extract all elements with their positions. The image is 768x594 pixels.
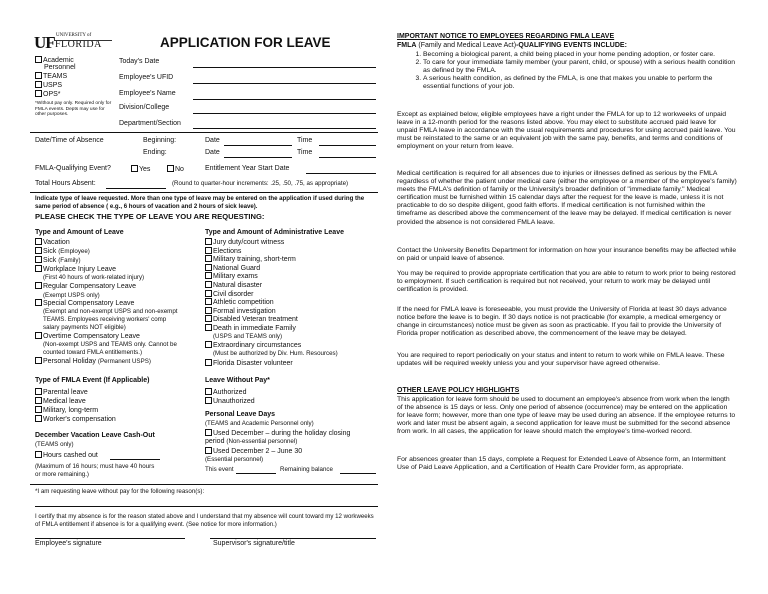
other-heading: OTHER LEAVE POLICY HIGHLIGHTS (397, 387, 520, 394)
cashout-note1: (Maximum of 16 hours; must have 40 hours (35, 463, 155, 470)
status-teams[interactable]: TEAMS (35, 72, 67, 81)
total-hours-line[interactable] (106, 188, 166, 189)
special-comp-item[interactable]: Special Compensatory Leave (35, 299, 134, 308)
admin-item-2[interactable]: Elections (205, 247, 241, 256)
end-date-label: Date (205, 149, 220, 156)
admin-item-4[interactable]: National Guard (205, 264, 260, 273)
ops-note: *Without pay only. Required only for FMLA events. Depts may use for other purposes. (35, 101, 112, 118)
fmla-yes-checkbox[interactable] (131, 165, 138, 172)
round-note: (Round to quarter-hour increments: .25, .50, .75, as appropriate) (172, 180, 349, 187)
entitlement-label: Entitlement Year Start Date (205, 165, 290, 172)
admin-item-10-checkbox[interactable] (205, 315, 212, 322)
admin-item-11-checkbox[interactable] (205, 324, 212, 331)
admin-item-6[interactable]: Natural disaster (205, 281, 262, 290)
department-line[interactable] (193, 128, 376, 129)
notice-p5: If the need for FMLA leave is foreseeable, you must provide the University of Florida at least 30 days advance notice before the leave is to begin. If 30 days notice is not practicable (for example, a medical emergency or change in circumstances) notice must be given as soon as practicable. If you fail to provide the University of Florida proper notification as described above, the commencement of the leave may be delayed. (397, 306, 727, 338)
admin-item-8-checkbox[interactable] (205, 298, 212, 305)
sick-family-item-checkbox[interactable] (35, 256, 42, 263)
employee-signature-line[interactable] (35, 538, 185, 539)
event-item-3: 3. A serious health condition, as defined by the FMLA, is one that makes you unable to perform the essential functions of your job. (423, 75, 737, 91)
fmla-no-checkbox[interactable] (167, 165, 174, 172)
employee-name-line[interactable] (193, 99, 376, 100)
admin-item-11[interactable]: Death in immediate Family (205, 324, 296, 333)
medical-leave-item-checkbox[interactable] (35, 397, 42, 404)
admin-item-1-checkbox[interactable] (205, 238, 212, 245)
remaining-label: Remaining balance (280, 466, 333, 473)
special-note-2: TEAMS. Employees receiving workers' comp (43, 316, 167, 323)
parental-leave-item[interactable]: Parental leave (35, 388, 88, 397)
medical-leave-item[interactable]: Medical leave (35, 397, 86, 406)
admin-item-2-checkbox[interactable] (205, 247, 212, 254)
wop-heading: Leave Without Pay* (205, 377, 270, 384)
status-ops[interactable]: OPS* (35, 90, 61, 99)
status-personnel-label: Personnel (44, 64, 76, 71)
certify-text: I certify that my absence is for the reason stated above and I understand that my absence will count toward my 12 workweeks of FMLA entitlement if absence is for a qualifying event. (See notice for more information.) (35, 513, 374, 528)
todays-date-line[interactable] (193, 67, 376, 68)
absence-label: Date/Time of Absence (35, 137, 104, 144)
personal-holiday-item-checkbox[interactable] (35, 357, 42, 364)
admin-item-3-checkbox[interactable] (205, 255, 212, 262)
used-december-2[interactable]: Used December 2 – June 30 (205, 447, 302, 456)
workers-comp-item[interactable]: Worker's compensation (35, 415, 116, 424)
workers-comp-item-checkbox[interactable] (35, 415, 42, 422)
this-event-line[interactable] (236, 473, 276, 474)
end-time-label: Time (297, 149, 313, 156)
begin-time-line[interactable] (319, 145, 376, 146)
notice-p1: Except as explained below, eligible employees have a right under the FMLA for up to 12 workweeks of unpaid leave in a 12-month period for the reasons listed above. You may elect to substitute accrued paid leave for unpaid FMLA leave in accordance with the usual requirements and procedures for using accrued paid leave. You must be reinstated to the same or an equivalent job with the same pay, benefits, and terms and conditions of employment on your return from leave. (397, 111, 736, 151)
event-item-1: 1. Becoming a biological parent, a child being placed in your home pending adoption, or foster care. (423, 51, 737, 59)
end-time-line[interactable] (319, 157, 376, 158)
logo-florida: FLORIDA (55, 39, 102, 50)
logo-university-of: UNIVERSITY of (56, 33, 92, 38)
begin-time-label: Time (297, 137, 313, 144)
extraordinary-note: (Must be authorized by Div. Hum. Resources) (213, 350, 338, 357)
sick-family-item[interactable]: Sick (Family) (35, 256, 81, 265)
florida-volunteer-item[interactable]: Florida Disaster volunteer (205, 359, 293, 368)
wop-reason-line[interactable] (35, 506, 378, 507)
period-label: period (Non-essential personnel) (205, 438, 298, 445)
personal-leave-heading: Personal Leave Days (205, 411, 276, 418)
cashout-sub: (TEAMS only) (35, 441, 74, 448)
special-note-1: (Exempt and non-exempt USPS and non-exempt (43, 308, 178, 315)
overtime-note-2: counted toward FMLA entitlements.) (43, 349, 143, 356)
admin-item-3[interactable]: Military training, short-term (205, 255, 296, 264)
overtime-note-1: (Non-exempt USPS and TEAMS only. Cannot be (43, 341, 177, 348)
workplace-injury-item-checkbox[interactable] (35, 265, 42, 272)
military-long-item-checkbox[interactable] (35, 406, 42, 413)
ending-label: Ending: (143, 149, 167, 156)
notice-p4: You may be required to provide appropriate certification that you are able to return to work prior to being restored to employment. If such certification is required but not received, your return to work may be delayed until certification is provided. (397, 270, 736, 294)
admin-item-9[interactable]: Formal investigation (205, 307, 276, 316)
employee-signature-label: Employee's signature (35, 540, 102, 547)
supervisor-signature-label: Supervisor's signature/title (213, 540, 295, 547)
personal-holiday-item[interactable]: Personal Holiday (Permanent USPS) (35, 357, 151, 366)
fmla-qualifying-label: FMLA-Qualifying Event? (35, 165, 111, 172)
extraordinary-item-checkbox[interactable] (205, 341, 212, 348)
ufid-label: Employee's UFID (119, 74, 174, 81)
notice-heading: IMPORTANT NOTICE TO EMPLOYEES REGARDING FMLA LEAVE (397, 33, 615, 40)
notice-p2: Medical certification is required for all absences due to injuries or illnesses defined as serious by the FMLA regardless of whether the patient under medical care (either the employee or a member of the employee's family) meets the FMLA's definition of family or the University's broader definition of "immediate family." Medical certification must be furnished within 15 calendar days after the request for the leave is made, unless it is not practicable to do so despite diligent, good faith efforts. If medical certification is not furnished within the timeframe as described above the commencement of the leave may be delayed. If medical certification is never provided the absence is not considered FMLA leave. (397, 170, 737, 226)
beginning-label: Beginning: (143, 137, 177, 144)
unauthorized-item-checkbox[interactable] (205, 397, 212, 404)
death-note: (USPS and TEAMS only) (213, 333, 283, 340)
begin-date-line[interactable] (224, 145, 292, 146)
cashout-hours[interactable]: Hours cashed out (35, 451, 98, 460)
overtime-comp-item[interactable]: Overtime Compensatory Leave (35, 332, 140, 341)
fmla-event-heading: Type of FMLA Event (If Applicable) (35, 377, 150, 384)
workplace-note: (First 40 hours of work-related injury) (43, 274, 145, 281)
admin-item-4-checkbox[interactable] (205, 264, 212, 271)
total-hours-label: Total Hours Absent: (35, 180, 96, 187)
check-heading: PLEASE CHECK THE TYPE OF LEAVE YOU ARE REQUESTING: (35, 212, 265, 221)
admin-item-5-checkbox[interactable] (205, 272, 212, 279)
fmla-events-line: FMLA (Family and Medical Leave Act)-QUALIFYING EVENTS INCLUDE: (397, 42, 627, 49)
department-label: Department/Section (119, 120, 181, 127)
workplace-injury-item[interactable]: Workplace Injury Leave (35, 265, 116, 274)
wop-reason-label: *I am requesting leave without pay for the following reason(s): (35, 488, 205, 495)
parental-leave-item-checkbox[interactable] (35, 388, 42, 395)
ops-checkbox[interactable] (35, 90, 42, 97)
admin-item-6-checkbox[interactable] (205, 281, 212, 288)
ufid-line[interactable] (193, 83, 376, 84)
notice-p8: For absences greater than 15 days, complete a Request for Extended Leave of Absence form, an Intermittent Use of Paid Leave Application, and a Certification of Health Care Provider form, as appropriate. (397, 456, 726, 472)
special-comp-item-checkbox[interactable] (35, 299, 42, 306)
status-usps[interactable]: USPS (35, 81, 62, 90)
vacation-item[interactable]: Vacation (35, 238, 70, 247)
employee-name-label: Employee's Name (119, 90, 176, 97)
admin-item-5[interactable]: Military exams (205, 272, 258, 281)
essential-note: (Essential personnel) (205, 456, 264, 463)
regular-note: (Exempt USPS only) (43, 292, 100, 299)
indicate-text: Indicate type of leave requested. More than one type of leave may be entered on the application if used during the same period of absence ( e.g., 6 hours of vacation and 2 hours of sick leave). (35, 195, 365, 210)
admin-heading: Type and Amount of Administrative Leave (205, 229, 344, 236)
used-december-2-checkbox[interactable] (205, 447, 212, 454)
cashout-checkbox[interactable] (35, 451, 42, 458)
admin-item-10[interactable]: Disabled Veteran treatment (205, 315, 298, 324)
used-december-1-checkbox[interactable] (205, 429, 212, 436)
entitlement-line[interactable] (306, 173, 376, 174)
personal-leave-sub: (TEAMS and Academic Personnel only) (205, 420, 314, 427)
overtime-comp-item-checkbox[interactable] (35, 332, 42, 339)
remaining-line[interactable] (340, 473, 376, 474)
admin-item-7-checkbox[interactable] (205, 290, 212, 297)
authorized-item-checkbox[interactable] (205, 388, 212, 395)
uf-logo-mark: UF (34, 33, 55, 52)
todays-date-label: Today's Date (119, 58, 160, 65)
extraordinary-item[interactable]: Extraordinary circumstances (205, 341, 301, 350)
admin-item-8[interactable]: Athletic competition (205, 298, 274, 307)
fmla-yes[interactable]: Yes (131, 165, 150, 174)
division-line[interactable] (193, 113, 376, 114)
vacation-item-checkbox[interactable] (35, 238, 42, 245)
notice-p3: Contact the University Benefits Department for information on how your insurance benefits may be affected while on paid or unpaid leave of absence. (397, 247, 737, 263)
sick-employee-item[interactable]: Sick (Employee) (35, 247, 90, 256)
division-label: Division/College (119, 104, 170, 111)
qualifying-events-list (397, 51, 737, 91)
admin-item-9-checkbox[interactable] (205, 307, 212, 314)
usps-checkbox[interactable] (35, 81, 42, 88)
teams-checkbox[interactable] (35, 72, 42, 79)
this-event-label: This event (205, 466, 234, 473)
form-title: APPLICATION FOR LEAVE (160, 35, 331, 50)
special-note-3: salary payments NOT eligible) (43, 324, 126, 331)
academic-checkbox[interactable] (35, 56, 42, 63)
begin-date-label: Date (205, 137, 220, 144)
notice-p6: You are required to report periodically on your status and intent to return to work while on FMLA leave. These updates will be required weekly unless you and your supervisor have agreed otherwise. (397, 352, 725, 368)
regular-comp-item[interactable]: Regular Compensatory Leave (35, 282, 136, 291)
event-item-2: 2. To care for your immediate family member (your parent, child, or spouse) with a serious health condition as defined by the FMLA. (423, 59, 737, 75)
admin-item-1[interactable]: Jury duty/court witness (205, 238, 284, 247)
cashout-line[interactable] (110, 459, 160, 460)
status-academic[interactable]: Academic (35, 56, 74, 65)
end-date-line[interactable] (224, 157, 292, 158)
unauthorized-item[interactable]: Unauthorized (205, 397, 255, 406)
cashout-note2: or more remaining.) (35, 471, 89, 478)
fmla-no[interactable]: No (167, 165, 184, 174)
supervisor-signature-line[interactable] (210, 538, 376, 539)
sick-employee-item-checkbox[interactable] (35, 247, 42, 254)
admin-item-7[interactable]: Civil disorder (205, 290, 253, 299)
regular-comp-item-checkbox[interactable] (35, 282, 42, 289)
florida-volunteer-item-checkbox[interactable] (205, 359, 212, 366)
military-long-item[interactable]: Military, long-term (35, 406, 98, 415)
authorized-item[interactable]: Authorized (205, 388, 246, 397)
amount-heading: Type and Amount of Leave (35, 229, 124, 236)
cashout-heading: December Vacation Leave Cash-Out (35, 432, 155, 439)
used-december-1[interactable]: Used December – during the holiday closing (205, 429, 350, 438)
notice-p7: This application for leave form should be used to document an employee's absence from work when the length of the absence is 15 days or less. Only one period of absence (occurrence) may be entered on the application for leave form; however, more than one type of leave may be used during an absence. If the employee returns to work and later must be absent again, a second application for leave must be submitted for the second absence from work. In all cases, the application for leave should match the employee's time-worked record. (397, 396, 736, 436)
